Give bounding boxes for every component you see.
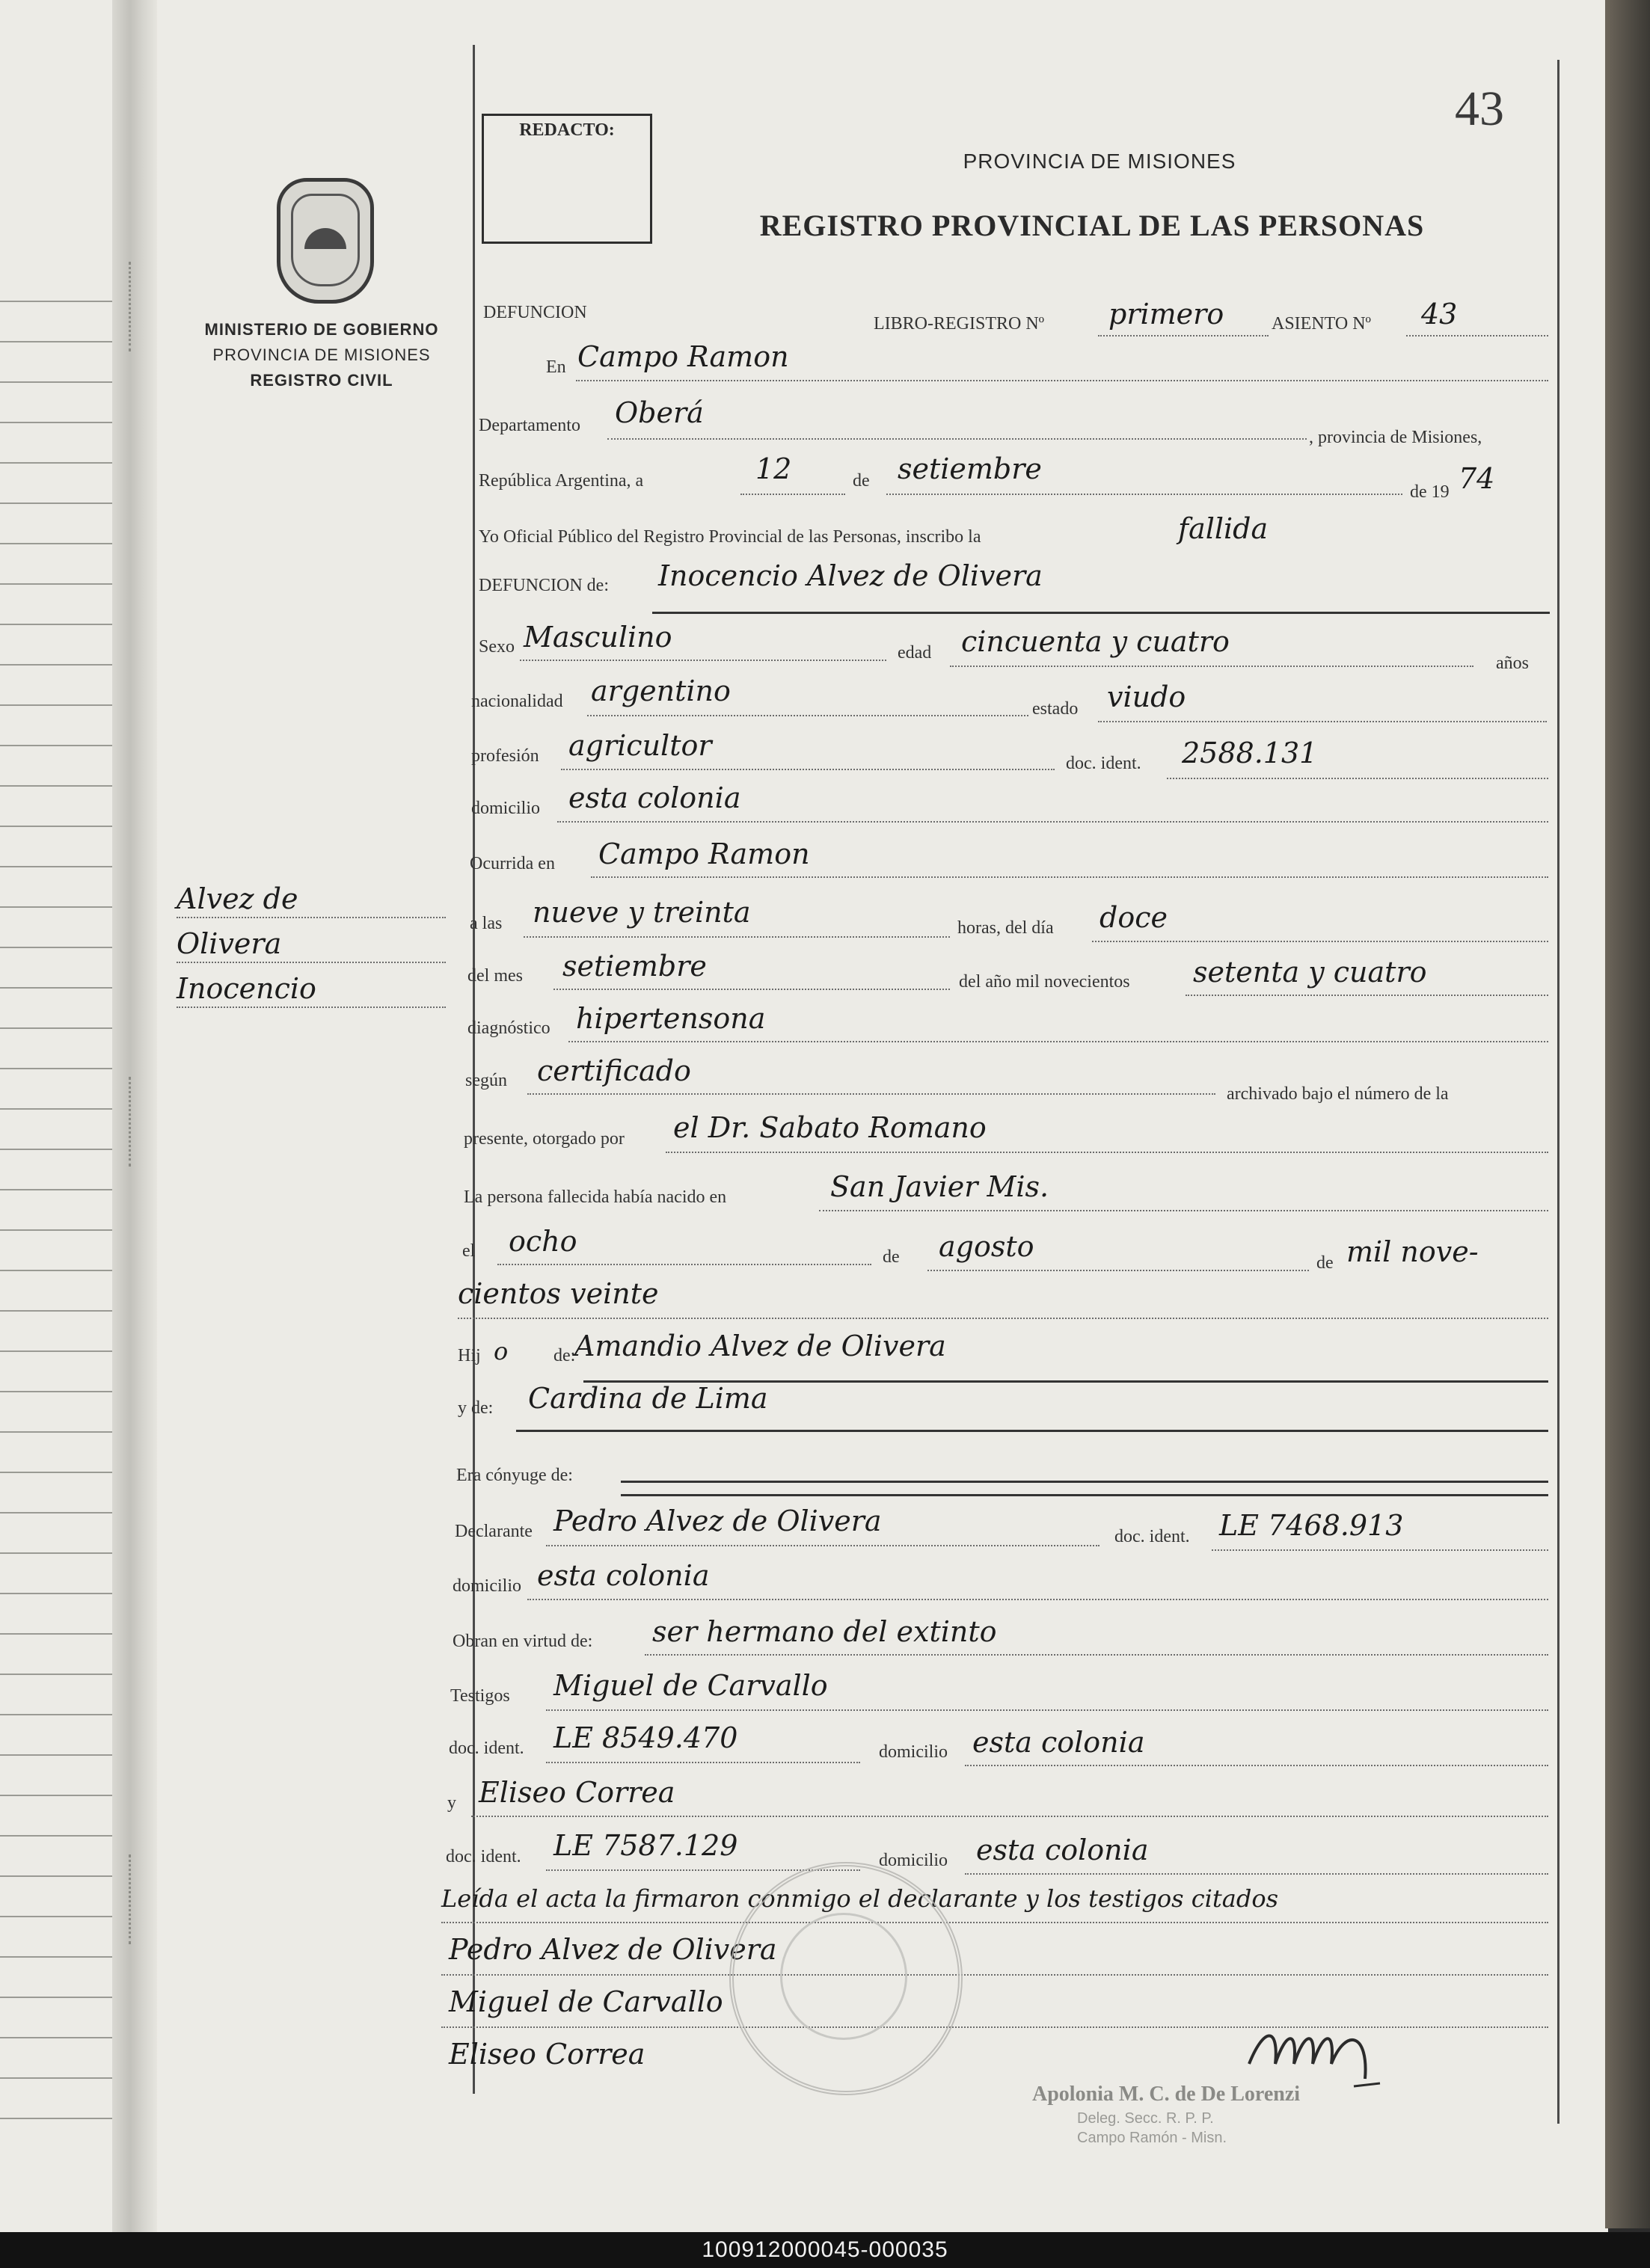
y-label: y (447, 1793, 456, 1813)
official-title-line-1: Deleg. Secc. R. P. P. (1077, 2110, 1214, 2127)
t1-doc-rule (546, 1762, 860, 1763)
year-label: de 19 (1410, 482, 1450, 502)
horas-label: horas, del día (957, 918, 1054, 938)
archivado-label: archivado bajo el número de la (1227, 1084, 1449, 1104)
alas-label: a las (470, 914, 503, 933)
ocurrida-value: Campo Ramon (598, 838, 810, 870)
estado-value: viudo (1107, 680, 1186, 713)
el-value: ocho (509, 1225, 577, 1258)
seal-inner-ring (780, 1913, 907, 2040)
defuncion-de-value: Inocencio Alvez de Olivera (658, 559, 1043, 592)
delmes-value: setiembre (562, 950, 707, 983)
hijo-suffix: o (494, 1337, 509, 1365)
redacto-box (482, 114, 652, 244)
page-number: 43 (1455, 82, 1504, 136)
margin-note-line-1: Alvez de (177, 882, 298, 915)
de2-label: de (883, 1247, 900, 1267)
t2-dom-rule (965, 1873, 1548, 1875)
provincia-suffix: , provincia de Misiones, (1309, 428, 1482, 447)
segun-value: certificado (537, 1054, 691, 1087)
declarante-value: Pedro Alvez de Olivera (553, 1505, 882, 1537)
obran-value: ser hermano del extinto (652, 1615, 997, 1648)
official-title-line-2: Campo Ramón - Misn. (1077, 2130, 1227, 2146)
horas-value: doce (1100, 901, 1168, 934)
declarante-rule (546, 1545, 1100, 1546)
asiento-rule (1406, 335, 1548, 336)
testigos-value: Miguel de Carvallo (553, 1669, 828, 1702)
obran-rule (645, 1654, 1548, 1656)
sexo-value: Masculino (524, 621, 672, 654)
t1-dom-value: esta colonia (972, 1726, 1145, 1759)
t2-doc-label: doc. ident. (446, 1847, 521, 1866)
obran-label: Obran en virtud de: (453, 1632, 593, 1651)
closing-rule (441, 1922, 1548, 1923)
day-rule (740, 494, 845, 495)
official-signature-mark (1242, 2012, 1391, 2094)
margin-rule (177, 917, 446, 918)
province-coat-of-arms-icon (277, 178, 374, 304)
signature-witness-2: Eliseo Correa (449, 2038, 645, 2071)
hijo-de-label: de: (553, 1346, 576, 1365)
type-label: DEFUNCION (483, 303, 587, 322)
image-id-label: 100912000045-000035 (702, 2237, 948, 2262)
libro-value: primero (1108, 298, 1224, 331)
delano-rule (1186, 995, 1548, 996)
delmes-label: del mes (467, 966, 523, 986)
doc-rule (1167, 778, 1548, 779)
conyuge-rule-1 (621, 1481, 1548, 1483)
anos-label: años (1496, 654, 1529, 673)
segun-label: según (465, 1071, 507, 1090)
decl-dom-label: domicilio (453, 1576, 521, 1596)
closing-text: Leída el acta la firmaron conmigo el declarante y los testigos citados (441, 1884, 1279, 1913)
presente-value: el Dr. Sabato Romano (673, 1111, 987, 1144)
t2-dom-label: domicilio (879, 1851, 948, 1870)
diagnostico-value: hipertensona (576, 1002, 766, 1035)
domicilio-label: domicilio (471, 799, 540, 818)
signature-declarante: Pedro Alvez de Olivera (449, 1933, 777, 1966)
day-value: 12 (755, 452, 792, 485)
el-label: el (462, 1241, 476, 1261)
profesion-label: profesión (471, 746, 539, 766)
defuncion-de-rule (652, 612, 1550, 614)
yde-label: y de: (458, 1398, 494, 1418)
declarante-label: Declarante (455, 1522, 533, 1541)
ministry-line-1: MINISTERIO DE GOBIERNO (204, 320, 439, 339)
segun-rule (527, 1093, 1215, 1095)
departamento-rule (607, 438, 1307, 440)
asiento-value: 43 (1421, 298, 1458, 331)
t1-dom-label: domicilio (879, 1742, 948, 1762)
departamento-label: Departamento (479, 416, 580, 435)
decl-dom-rule (527, 1599, 1548, 1600)
nacionalidad-rule (587, 715, 1028, 716)
official-seal-stamp (729, 1862, 963, 2095)
ministry-line-3: REGISTRO CIVIL (250, 371, 393, 390)
nacionalidad-label: nacionalidad (471, 692, 563, 711)
margin-rule (177, 962, 446, 963)
book-cover-edge (1605, 0, 1650, 2228)
domicilio-value: esta colonia (568, 781, 741, 814)
nacionalidad-value: argentino (591, 674, 731, 707)
hijo-label: Hij (458, 1346, 481, 1365)
delano-label: del año mil novecientos (959, 972, 1130, 992)
oficial-label: Yo Oficial Público del Registro Provincial de las Personas, inscribo la (479, 527, 981, 547)
decl-doc-label: doc. ident. (1114, 1527, 1190, 1546)
t2-rule (471, 1816, 1548, 1817)
domicilio-rule (557, 821, 1548, 823)
alas-value: nueve y treinta (533, 896, 751, 929)
t1-doc-label: doc. ident. (449, 1739, 524, 1758)
t2-dom-value: esta colonia (976, 1834, 1149, 1866)
t1-doc-value: LE 8549.470 (553, 1721, 738, 1754)
binding-stitch (129, 1077, 135, 1167)
month-value: setiembre (898, 452, 1042, 485)
libro-label: LIBRO-REGISTRO Nº (874, 314, 1045, 334)
diagnostico-label: diagnóstico (467, 1018, 550, 1038)
margin-note-line-3: Inocencio (177, 972, 316, 1005)
doc-value: 2588.131 (1182, 737, 1318, 769)
signature-witness-1: Miguel de Carvallo (449, 1985, 723, 2018)
estado-label: estado (1032, 699, 1079, 719)
decl-doc-value: LE 7468.913 (1219, 1509, 1404, 1542)
ministry-line-2: PROVINCIA DE MISIONES (212, 345, 431, 364)
closing-rule-2 (441, 1974, 1548, 1976)
sexo-label: Sexo (479, 637, 515, 657)
libro-rule (1098, 335, 1269, 336)
ocurrida-rule (591, 876, 1548, 878)
previous-page-lines (0, 262, 112, 2154)
el-rule (497, 1264, 871, 1265)
conyuge-label: Era cónyuge de: (456, 1466, 573, 1485)
de3-label: de (1316, 1253, 1334, 1273)
delmes-rule (553, 989, 950, 990)
decl-doc-rule (1212, 1549, 1548, 1551)
diagnostico-rule (568, 1041, 1548, 1042)
en-label: En (546, 357, 566, 377)
de3-value: mil nove- (1346, 1235, 1479, 1268)
registry-title: REGISTRO PROVINCIAL DE LAS PERSONAS (759, 209, 1425, 242)
yde-value: Cardina de Lima (528, 1382, 768, 1415)
ocurrida-label: Ocurrida en (470, 854, 555, 873)
alas-rule (524, 936, 950, 938)
de2-rule (927, 1270, 1309, 1271)
month-rule (886, 494, 1402, 495)
edad-value: cincuenta y cuatro (961, 625, 1230, 658)
nacido-value: San Javier Mis. (830, 1170, 1049, 1203)
margin-note-line-2: Olivera (177, 927, 282, 960)
delano-value: setenta y cuatro (1193, 956, 1427, 989)
de2-value: agosto (939, 1230, 1034, 1263)
form-left-border (473, 45, 475, 2094)
redacto-label: REDACTO: (519, 120, 615, 140)
edad-label: edad (898, 643, 932, 663)
binding-stitch (129, 1854, 135, 1944)
presente-label: presente, otorgado por (464, 1129, 625, 1149)
departamento-value: Oberá (615, 396, 704, 429)
de-label: de (853, 471, 870, 491)
yde-rule (516, 1430, 1548, 1432)
testigos-label: Testigos (450, 1686, 510, 1706)
nacido-label: La persona fallecida había nacido en (464, 1187, 727, 1207)
form-right-border (1557, 60, 1559, 2124)
doc-label: doc. ident. (1066, 754, 1141, 773)
province-heading: PROVINCIA DE MISIONES (963, 150, 1236, 173)
sexo-rule (520, 660, 886, 661)
edad-rule (950, 666, 1473, 667)
year-value: 74 (1459, 462, 1495, 495)
defuncion-de-label: DEFUNCION de: (479, 576, 609, 595)
oficial-value: fallida (1178, 512, 1269, 545)
conyuge-rule-2 (621, 1494, 1548, 1496)
en-rule (576, 380, 1548, 381)
horas-rule (1092, 941, 1548, 942)
margin-rule (177, 1007, 446, 1008)
presente-rule (666, 1152, 1548, 1153)
nacido-rule (819, 1210, 1548, 1211)
birth-year-continuation: cientos veinte (458, 1277, 659, 1310)
continuation-rule (458, 1318, 1548, 1319)
t1-dom-rule (965, 1765, 1548, 1766)
testigos-rule (546, 1709, 1548, 1711)
republica-label: República Argentina, a (479, 471, 644, 491)
hijo-value: Amandio Alvez de Olivera (574, 1330, 946, 1362)
en-value: Campo Ramon (577, 340, 789, 373)
binding-stitch (129, 262, 135, 351)
asiento-label: ASIENTO Nº (1272, 314, 1371, 334)
t2-doc-value: LE 7587.129 (553, 1829, 738, 1862)
official-name: Apolonia M. C. de De Lorenzi (1032, 2083, 1301, 2106)
profesion-value: agricultor (568, 729, 712, 762)
decl-dom-value: esta colonia (537, 1559, 710, 1592)
profesion-rule (561, 769, 1055, 770)
t2-value: Eliseo Correa (479, 1776, 675, 1809)
estado-rule (1098, 721, 1547, 722)
